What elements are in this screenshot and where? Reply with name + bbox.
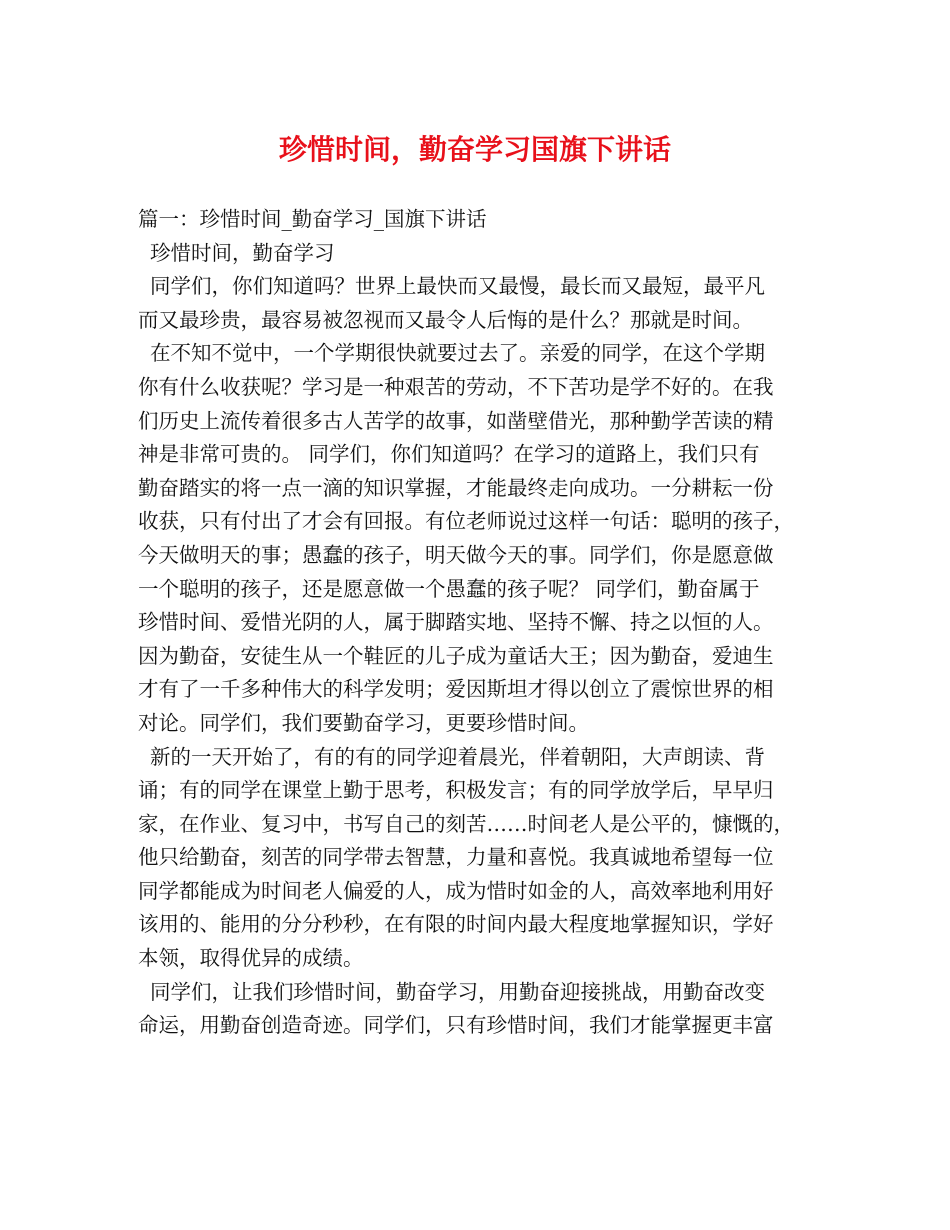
paragraph-line: 同学们，让我们珍惜时间，勤奋学习，用勤奋迎接挑战，用勤奋改变: [150, 979, 765, 1004]
paragraph-line: 家，在作业、复习中，书写自己的刻苦……时间老人是公平的，慷慨的，: [138, 811, 794, 836]
paragraph-line: 新的一天开始了，有的有的同学迎着晨光，伴着朝阳，大声朗读、背: [150, 744, 765, 769]
paragraph-line: 神是非常可贵的。 同学们，你们知道吗？在学习的道路上，我们只有: [138, 442, 760, 467]
paragraph-line: 你有什么收获呢？学习是一种艰苦的劳动，不下苦功是学不好的。在我: [138, 374, 774, 399]
paragraph-line: 在不知不觉中，一个学期很快就要过去了。亲爱的同学，在这个学期: [150, 341, 765, 366]
paragraph-line: 同学们，你们知道吗？世界上最快而又最慢，最长而又最短，最平凡: [150, 274, 765, 299]
paragraph-line: 同学都能成为时间老人偏爱的人，成为惜时如金的人，高效率地利用好: [138, 878, 774, 903]
document-body: [138, 203, 818, 1043]
paragraph-line: 珍惜时间、爱惜光阴的人，属于脚踏实地、坚持不懈、持之以恒的人。: [138, 610, 774, 635]
paragraph-line: 们历史上流传着很多古人苦学的故事，如凿壁借光，那种勤学苦读的精: [138, 408, 774, 433]
paragraph-line: 对论。同学们，我们要勤奋学习，更要珍惜时间。: [138, 710, 589, 735]
document-title: 珍惜时间，勤奋学习国旗下讲话: [278, 133, 671, 166]
subtitle-line: 珍惜时间，勤奋学习: [150, 240, 335, 265]
paragraph-line: 本领，取得优异的成绩。: [138, 946, 364, 971]
paragraph-line: 命运，用勤奋创造奇迹。同学们，只有珍惜时间，我们才能掌握更丰富: [138, 1013, 774, 1038]
paragraph-line: 今天做明天的事；愚蠢的孩子，明天做今天的事。同学们，你是愿意做: [138, 542, 774, 567]
paragraph-line: 收获，只有付出了才会有回报。有位老师说过这样一句话：聪明的孩子，: [138, 509, 794, 534]
paragraph-line: 而又最珍贵，最容易被忽视而又最令人后悔的是什么？那就是时间。: [138, 307, 753, 332]
section-heading: 篇一：珍惜时间_勤奋学习_国旗下讲话: [138, 207, 487, 231]
paragraph-line: 因为勤奋，安徒生从一个鞋匠的儿子成为童话大王；因为勤奋，爱迪生: [138, 643, 774, 668]
paragraph-line: 勤奋踏实的将一点一滴的知识掌握，才能最终走向成功。一分耕耘一份: [138, 475, 774, 500]
paragraph-line: 才有了一千多种伟大的科学发明；爱因斯坦才得以创立了震惊世界的相: [138, 677, 774, 702]
paragraph-line: 诵；有的同学在课堂上勤于思考，积极发言；有的同学放学后，早早归: [138, 778, 774, 803]
paragraph-line: 他只给勤奋，刻苦的同学带去智慧，力量和喜悦。我真诚地希望每一位: [138, 845, 774, 870]
paragraph-line: 该用的、能用的分分秒秒，在有限的时间内最大程度地掌握知识，学好: [138, 912, 774, 937]
paragraph-line: 一个聪明的孩子，还是愿意做一个愚蠢的孩子呢？ 同学们，勤奋属于: [138, 576, 760, 601]
